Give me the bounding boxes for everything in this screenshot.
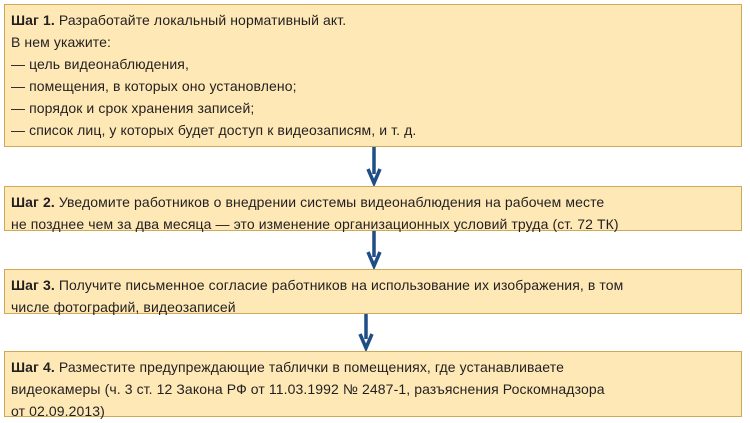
step-3-line-2: числе фотографий, видеозаписей [11,299,236,315]
step-4-line-3: от 02.09.2013) [11,403,105,419]
step-2-line-1 [11,191,735,213]
down-arrow-icon [366,147,382,186]
step-2-text: Уведомите работников о внедрении системы видеонаблюдения на рабочем месте [54,194,605,210]
step-4-title: Шаг 4. [11,359,55,375]
down-arrow-icon [358,314,374,351]
step-1-box [4,4,742,147]
step-2-line-2: не позднее чем за два месяца — это изменение организационных условий труда (ст. 72 ТК) [11,216,619,232]
step-3-text: Получите письменное согласие работников на использование их изображения, в том [54,277,624,293]
step-4-box [4,351,742,417]
step-2-title: Шаг 2. [11,194,55,210]
step-1-line-6: — список лиц, у которых будет доступ к видеозаписям, и т. д. [11,122,417,138]
step-1-line-3: — цель видеонаблюдения, [11,56,189,72]
step-3-line-1 [11,274,735,296]
step-1-line-4: — помещения, в которых оно установлено; [11,78,297,94]
step-4-line-1 [11,356,735,378]
step-4-line-2: видеокамеры (ч. 3 ст. 12 Закона РФ от 11.03.1992 № 2487-1, разъяснения Роскомнадзора [11,381,605,397]
step-1-line-2: В нем укажите: [11,34,111,50]
step-3-title: Шаг 3. [11,277,55,293]
step-3-box [4,269,742,314]
step-4-text: Разместите предупреждающие таблички в помещениях, где устанавливаете [54,359,564,375]
step-1-title: Шаг 1. [11,12,55,28]
step-1-line-1 [11,9,735,31]
step-1-text: Разработайте локальный нормативный акт. [54,12,347,28]
step-2-box [4,186,742,231]
step-1-line-5: — порядок и срок хранения записей; [11,100,255,116]
down-arrow-icon [366,231,382,269]
